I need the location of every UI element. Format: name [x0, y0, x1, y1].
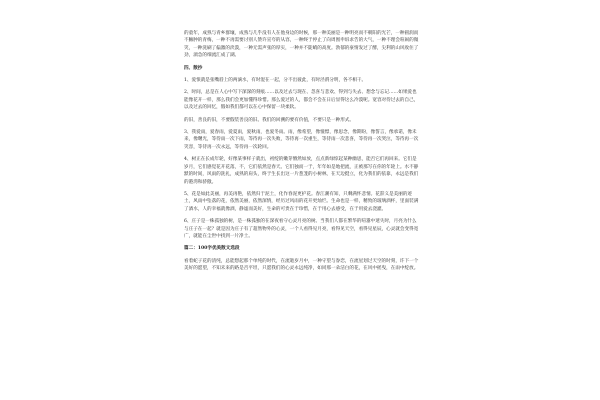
- paragraph-closing: 看着蛇子花的清纯，总能想起那个单纯的时代，在流逝岁月中，一种守望与眷恋，在流星划过天空的时刻，许下一个美好的愿望，不知未来的路是否平坦，只愿我们的心灵永远纯净，如同那一朵洁白的花，在风中摇曳，在雨中绽放。: [184, 258, 419, 272]
- paragraph-item-5: 5、花是如此美丽，再美再艳，依然归于泥土，化作春泥更护花。春江潮有知，只剩满怀悲情。花辞义是美丽的迹土，风雨中坠落的花，依然美丽，依然深情，经历过风雨的花开更灿烂。生命也是一样，精致的玻璃酒杯，里面装满了酒水，人的幸福就像酒，静谧而美好，生命的可贵在于珍惜，在于用心去感受，在于用爱去浇灌。: [184, 191, 419, 212]
- paragraph-item-2: 2、时间，总是在人心中写下深深的刻痕……以及过去与现在、忽喜与悲欢、得到与失去、想念与忘记……如果爱也能像花开一样，那么我们会更加懂得珍惜。那么爱过的人，都会不会在日后显得这么冷漠呢。宽容对待过去的自己，以及过去的回忆，假如我们都可以在心中保留一块柔软。: [184, 90, 419, 111]
- paragraph-intro: 的童年，成熟与青乡群壤，成熟与几乎没有人在他身边的时候，那一种美丽是一种明亮而不朝阳的光芒，一种圆润而不臃肿的青梅，一种不再需要讨别人赞许宣夸的从容，一种终于停止了向周围申诉求告的大气，一种不理会喧闹的微笑，一种洗刷了偏激的淡漠，一种无需声张的厚实，一种并不陡峭的高度。勃郁的豪情发过了酵，尖利的山风收住了劲，湍急的细流汇成了湖。: [184, 31, 419, 59]
- section-heading-part-two: 篇二：100字优美散文选段: [184, 246, 240, 252]
- paragraph-item-4: 4、树正在长成年轮，好像某事样子就出，初绽的嫩芽懵然如放，点点新绿惊起某种幽思，能否它们再回来。它们是岁月，它们感觉花开花落，不，它们依然是春天。它们独而一于，年年如是地把流，正被那写在你的年轮上。水不静默的时间，风雨的洗礼，成熟的肩头，终于生长出这一片葱茏的小树林，在天边挺立，化为我们的依靠，永远是我们的港湾和骄傲。: [184, 157, 419, 185]
- document-page: [184, 30, 420, 400]
- paragraph-item-1: 1、爱恨就是张嘴唇上的两滴水，有时混在一起，分不出彼此，有时泾渭分明，各不相干。: [184, 78, 367, 84]
- paragraph-item-6: 6、庄子是一株孤独的树，是一株孤独的在深夜看守心灵月亮的树。当我们人都在繁华的喧嚣中迷失时，月亮为什么与庄子在一起？就是因为庄子有了超然物外的心灵，一个人看得见月亮，看得见天空，看得见星辰，心灵就会变得宽广，就能在尘世中找到一片净土。: [184, 219, 419, 239]
- section-heading-four: 四、散抄: [184, 65, 203, 71]
- paragraph-item-3: 3、我爱雨，爱春雨，爱夏雨，爱秋雨，也爱冬雨。雨，像希望，像憧憬，像思念，像期盼，像誓言，像承诺，像未来，像曙光，等待雨一次下雨，等待再一次失败，等待再一次重生，等待雨一次悲喜，等待再一次哭泣，等待再一次笑容，等待再一次永远，等待再一次轮回。: [184, 130, 419, 150]
- paragraph-item-2-continued: 的旧，善良的旧，不要假装善良的旧。我们的回溯的要有价值，不要只是一种形式。: [184, 117, 354, 123]
